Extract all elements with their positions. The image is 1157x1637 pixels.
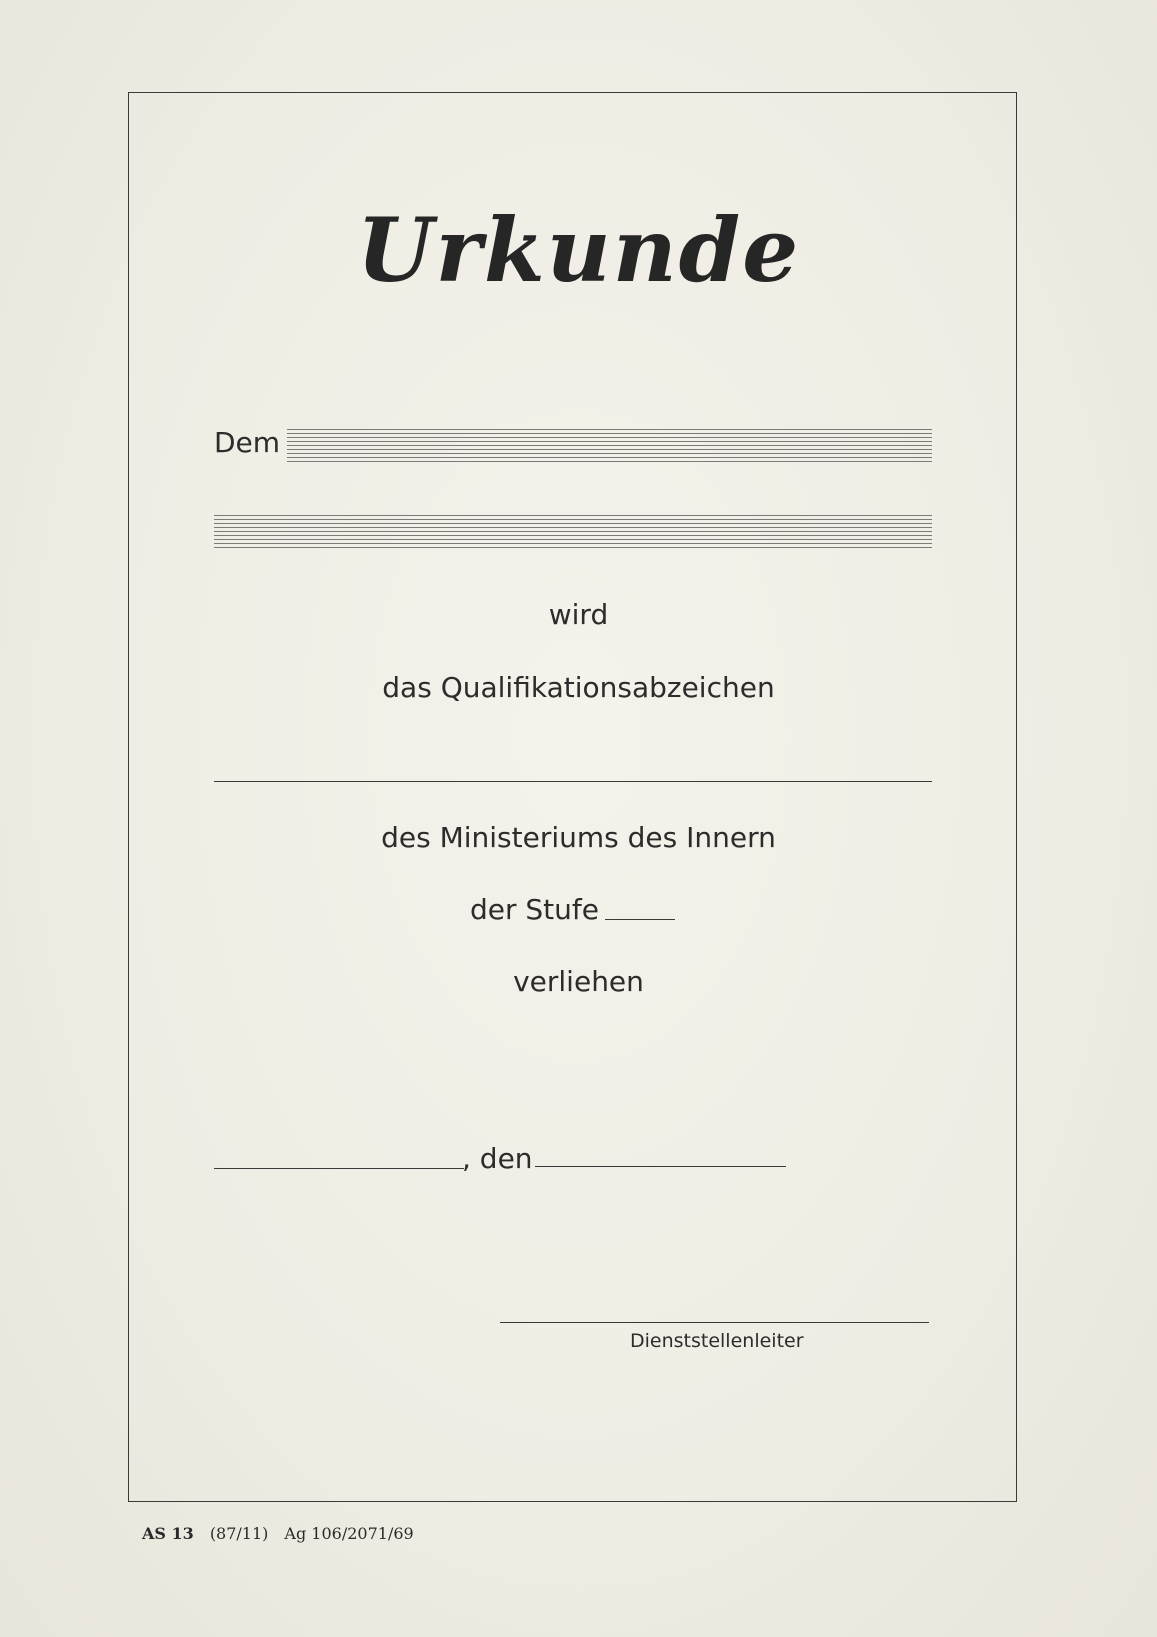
text-wird: wird [548, 598, 609, 631]
recipient-name-field-2[interactable] [214, 515, 932, 548]
certificate-title: Urkunde [356, 198, 801, 302]
signature-line[interactable] [500, 1322, 929, 1323]
certificate-border [128, 92, 1017, 1502]
form-code-footer [142, 1524, 430, 1543]
form-code: AS 13 [142, 1524, 194, 1543]
text-ministry: des Ministeriums des Innern [381, 821, 776, 854]
date-field-line[interactable] [535, 1166, 786, 1167]
form-revision: (87/11) [209, 1524, 269, 1543]
recipient-name-field[interactable] [287, 429, 932, 465]
text-verliehen: verliehen [513, 965, 644, 998]
print-code: Ag 106/2071/69 [284, 1524, 414, 1543]
text-badge: das Qualifikationsabzeichen [382, 671, 775, 704]
place-field-line[interactable] [214, 1168, 464, 1169]
text-stufe: der Stufe [470, 893, 599, 926]
signature-label: Dienststellenleiter [630, 1330, 804, 1352]
badge-name-line[interactable] [214, 781, 932, 782]
date-separator: , den [462, 1142, 533, 1175]
recipient-label: Dem [214, 426, 281, 459]
stufe-field-line[interactable] [605, 919, 675, 920]
